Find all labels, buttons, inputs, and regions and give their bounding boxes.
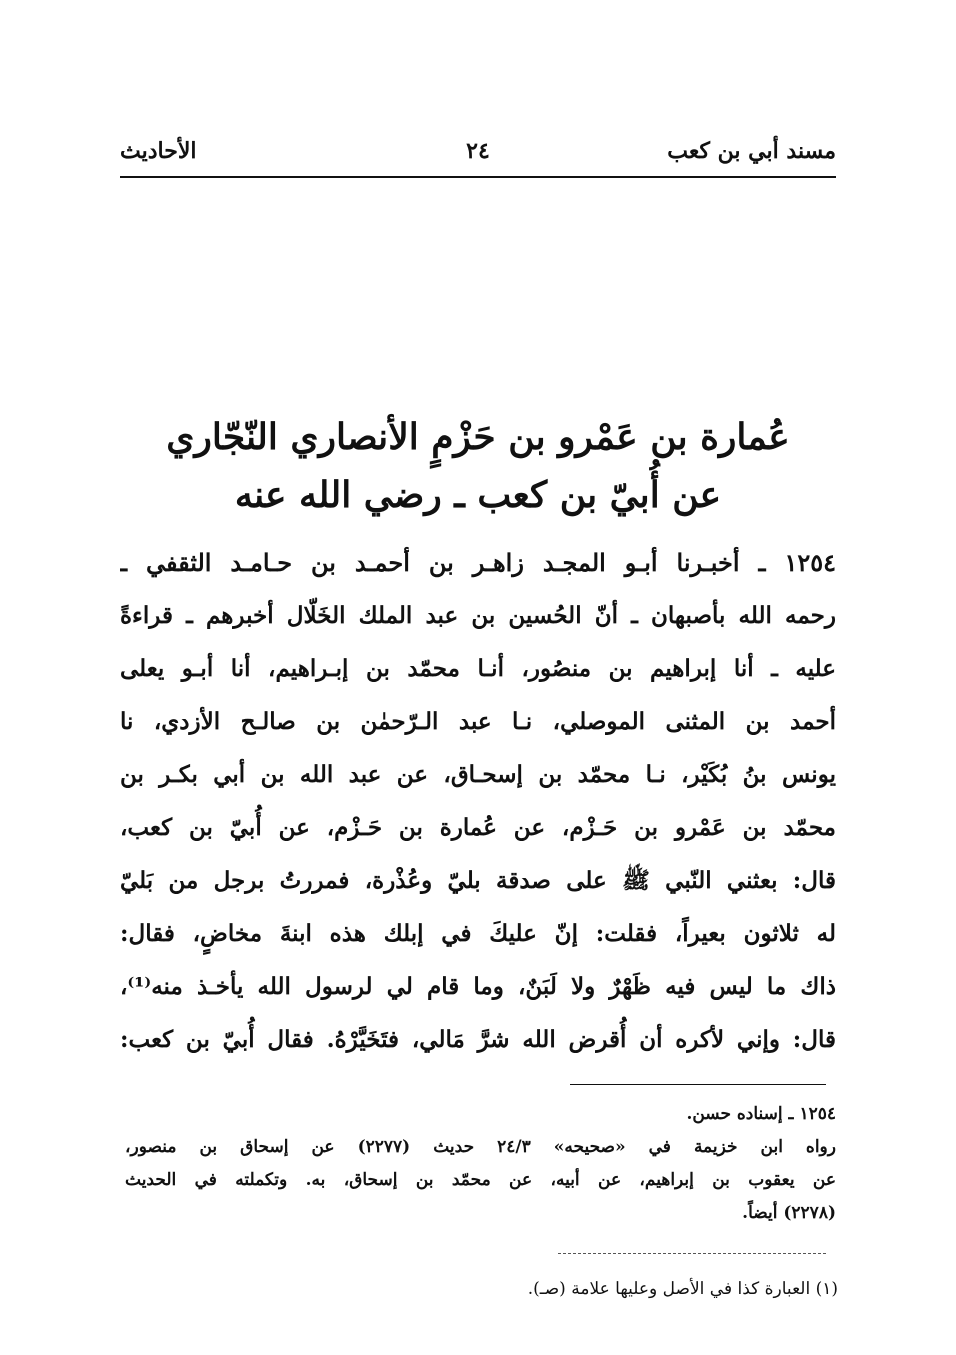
hadith-line: قال: وإني لأكره أن أُقرض الله شرَّ مَالي، فتَخَيَّرْهُ. فقال أُبيّ بن كعب:: [120, 1026, 836, 1053]
hadith-line: محمّد بن عَمْرو بن حَـزْم، عن عُمارة بن حَـزْم، عن أُبيّ بن كعب،: [120, 814, 836, 841]
hadith-line: قال: بعثني النّبي ﷺ على صدقة بليّ وعُذْرة، فمررتُ برجل من بَليّ: [120, 867, 836, 894]
hadith-line: ذاك ما ليس فيه ظَهْرٌ ولا لَبَنٌ، وما قام لي لرسول الله يأخـذ منه⁽¹⁾،: [120, 973, 836, 1000]
page-number: ٢٤: [466, 138, 490, 164]
footnote-1: (١) العبارة كذا في الأصل وعليها علامة (صـ).: [527, 1279, 838, 1299]
page-header: [120, 138, 836, 178]
footnote-rule: [558, 1253, 826, 1254]
hadith-text: [120, 536, 836, 1066]
chapter-title-line-2: عن أُبيّ بن كعب ـ رضي الله عنه: [234, 474, 722, 516]
isnad-grade: ١٢٥٤ ـ إسناده حسن.: [686, 1104, 836, 1124]
chapter-title-line-1: عُمارة بن عَمْرو بن حَزْمٍ الأنصاري النّجّاري: [166, 416, 790, 458]
takhrij-line: عن يعقوب بن إبراهيم، عن أبيه، عن محمّد بن إسحاق، به. وتكملته في الحديث: [125, 1170, 836, 1190]
takhrij-notes: [125, 1098, 836, 1230]
hadith-line: له ثلاثون بعيراً، فقلت: إنّ عليكَ في إبلك هذه ابنةَ مخاضٍ، فقال:: [120, 920, 836, 947]
hadith-line: أحمد بن المثنى الموصلي، نـا عبد الـرّحمٰن بن صالـح الأزدي، نا: [120, 708, 836, 735]
section-name: الأحاديث: [120, 138, 197, 164]
hadith-line: رحمه الله بأصبهان ـ أنّ الحُسين بن عبد الملك الخَلّال أخبرهم ـ قراءةً: [120, 602, 836, 629]
takhrij-line: رواه ابن خزيمة في «صحيحه» ٢٤/٣ حديث (٢٢٧٧) عن إسحاق بن منصور،: [125, 1137, 836, 1157]
notes-rule: [570, 1084, 826, 1085]
header-rule: [120, 176, 836, 178]
hadith-line: ١٢٥٤ ـ أخبـرنا أبـو المجـد زاهـر بن أحمـد بن حـامـد الثقفي ـ: [120, 548, 836, 577]
hadith-line: يونس بنُ بُكَيْر، نـا محمّد بن إسحـاق، عن عبد الله بن أبي بكـر بن: [120, 761, 836, 788]
takhrij-line: (٢٢٧٨) أيضاً.: [742, 1203, 836, 1223]
hadith-line: عليه ـ أنا إبراهيم بن منصُور، أنـا محمّد بن إبـراهيم، أنا أبـو يعلى: [120, 655, 836, 682]
chapter-title: [120, 408, 836, 524]
book-title: مسند أبي بن كعب: [667, 138, 836, 164]
